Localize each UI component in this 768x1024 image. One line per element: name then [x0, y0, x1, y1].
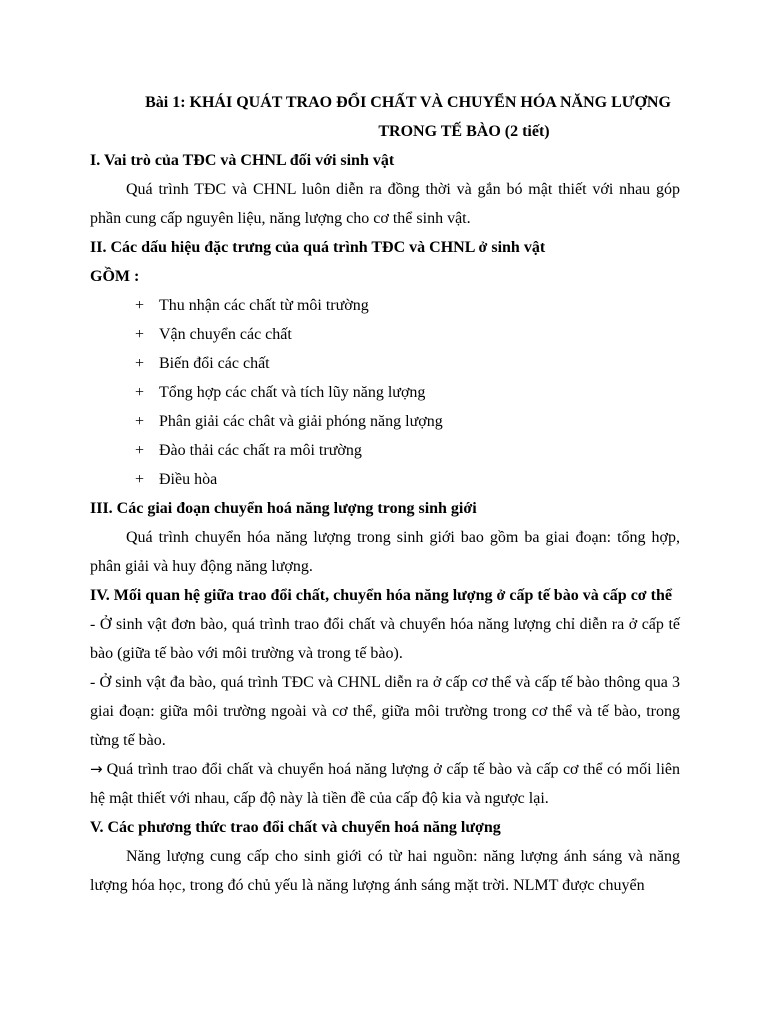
section-3-heading: III. Các giai đoạn chuyển hoá năng lượng trong sinh giới [90, 500, 477, 517]
plus-bullet-icon: + [135, 442, 145, 459]
list-item-text: Biến đổi các chất [159, 355, 270, 372]
lesson-title [90, 88, 680, 146]
list-item-text: Thu nhận các chất từ môi trường [159, 297, 369, 314]
plus-bullet-icon: + [135, 413, 145, 430]
section-4-paragraph-1: - Ở sinh vật đơn bào, quá trình trao đổi chất và chuyển hóa năng lượng chỉ diễn ra ở cấp tế bào (giữa tế bào với môi trường và trong tế bào). [90, 616, 680, 662]
section-1-paragraph: Quá trình TĐC và CHNL luôn diễn ra đồng thời và gắn bó mật thiết với nhau góp phần cung cấp nguyên liệu, năng lượng cho cơ thể sinh vật. [90, 181, 680, 227]
list-item [135, 436, 680, 465]
list-item [135, 320, 680, 349]
list-item [135, 349, 680, 378]
list-item-text: Vận chuyển các chất [159, 326, 292, 343]
arrow-right-icon: → [90, 760, 103, 778]
section-5-paragraph: Năng lượng cung cấp cho sinh giới có từ hai nguồn: năng lượng ánh sáng và năng lượng hóa học, trong đó chủ yếu là năng lượng ánh sáng mặt trời. NLMT được chuyển [90, 848, 680, 894]
list-item [135, 378, 680, 407]
plus-bullet-icon: + [135, 297, 145, 314]
list-item-text: Điều hòa [159, 471, 218, 488]
section-4-conclusion [90, 755, 680, 813]
section-5-heading: V. Các phương thức trao đổi chất và chuyển hoá năng lượng [90, 819, 501, 836]
section-1-heading: I. Vai trò của TĐC và CHNL đối với sinh vật [90, 152, 395, 169]
lesson-title-line-1: Bài 1: KHÁI QUÁT TRAO ĐỔI CHẤT VÀ CHUYỂN HÓA NĂNG LƯỢNG [145, 94, 671, 111]
list-item [135, 291, 680, 320]
section-4-heading: IV. Mối quan hệ giữa trao đổi chất, chuyển hóa năng lượng ở cấp tế bào và cấp cơ thể [90, 587, 672, 604]
list-item [135, 407, 680, 436]
section-2-subheading: GỒM : [90, 268, 140, 285]
list-item-text: Đào thải các chất ra môi trường [159, 442, 362, 459]
section-2-heading: II. Các dấu hiệu đặc trưng của quá trình TĐC và CHNL ở sinh vật [90, 239, 546, 256]
plus-bullet-icon: + [135, 471, 145, 488]
section-3-paragraph: Quá trình chuyển hóa năng lượng trong sinh giới bao gồm ba giai đoạn: tổng hợp, phân giải và huy động năng lượng. [90, 529, 680, 575]
conclusion-text: Quá trình trao đổi chất và chuyển hoá năng lượng ở cấp tế bào và cấp cơ thể có mối liên hệ mật thiết với nhau, cấp độ này là tiền đề của cấp độ kia và ngược lại. [90, 761, 680, 807]
signs-list [90, 291, 680, 494]
list-item [135, 465, 680, 494]
plus-bullet-icon: + [135, 384, 145, 401]
plus-bullet-icon: + [135, 326, 145, 343]
lesson-title-line-2: TRONG TẾ BÀO (2 tiết) [378, 123, 550, 140]
section-4-paragraph-2: - Ở sinh vật đa bào, quá trình TĐC và CHNL diễn ra ở cấp cơ thể và cấp tế bào thông qua 3 giai đoạn: giữa môi trường ngoài và cơ thể, giữa môi trường trong cơ thể và tế bào, trong từng tế bào. [90, 674, 680, 749]
list-item-text: Phân giải các chât và giải phóng năng lượng [159, 413, 443, 430]
list-item-text: Tổng hợp các chất và tích lũy năng lượng [159, 384, 426, 401]
plus-bullet-icon: + [135, 355, 145, 372]
